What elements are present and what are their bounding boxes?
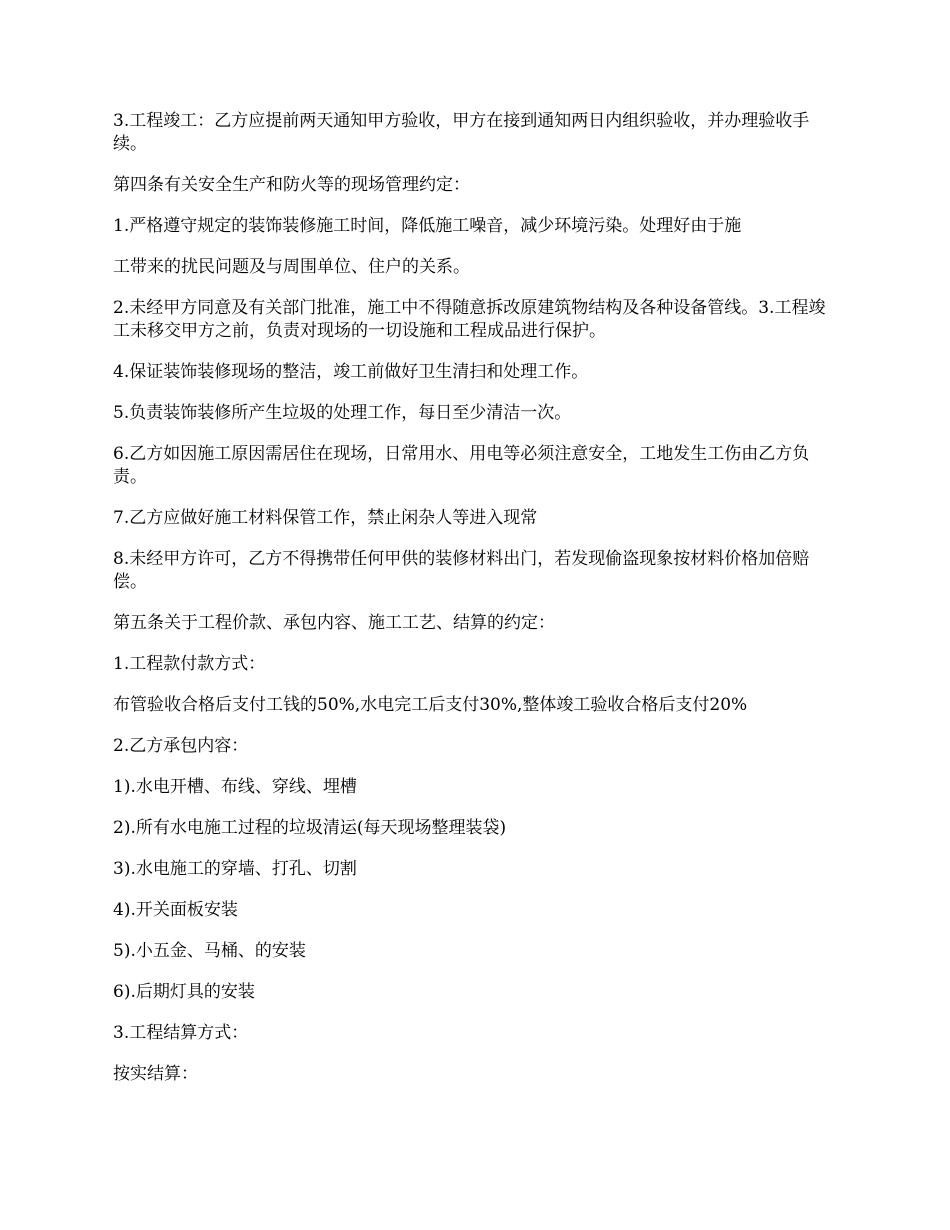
scope-item-4: 4).开关面板安装 <box>113 900 238 920</box>
scope-item-6: 6).后期灯具的安装 <box>113 982 255 1002</box>
paragraph-neighbor-relations: 工带来的扰民问题及与周围单位、住户的关系。 <box>113 257 470 277</box>
settlement-method-heading: 3.工程结算方式： <box>113 1023 249 1043</box>
article-4-heading: 第四条有关安全生产和防火等的现场管理约定： <box>113 175 470 195</box>
paragraph-onsite-safety: 6.乙方如因施工原因需居住在现场，日常用水、用电等必须注意安全，工地发生工伤由乙方负责。 <box>113 444 810 487</box>
contract-scope-heading: 2.乙方承包内容： <box>113 736 249 756</box>
payment-schedule: 布管验收合格后支付工钱的50%,水电完工后支付30%,整体竣工验收合格后支付20% <box>113 695 748 715</box>
scope-item-3: 3).水电施工的穿墙、打孔、切割 <box>113 859 357 879</box>
document-page <box>113 110 838 1086</box>
paragraph-material-storage: 7.乙方应做好施工材料保管工作，禁止闲杂人等进入现常 <box>113 508 538 528</box>
article-5-heading: 第五条关于工程价款、承包内容、施工工艺、结算的约定： <box>113 613 555 633</box>
scope-item-1: 1).水电开槽、布线、穿线、埋槽 <box>113 777 357 797</box>
paragraph-completion: 3.工程竣工：乙方应提前两天通知甲方验收，甲方在接到通知两日内组织验收，并办理验收手续。 <box>113 111 810 154</box>
settlement-method-value: 按实结算： <box>113 1064 198 1084</box>
paragraph-waste-handling: 5.负责装饰装修所产生垃圾的处理工作，每日至少清洁一次。 <box>113 403 572 423</box>
paragraph-no-alteration: 2.未经甲方同意及有关部门批准，施工中不得随意拆改原建筑物结构及各种设备管线。3.工程竣工未移交甲方之前，负责对现场的一切设施和工程成品进行保护。 <box>113 298 826 341</box>
payment-method-heading: 1.工程款付款方式： <box>113 654 266 674</box>
paragraph-site-cleanliness: 4.保证装饰装修现场的整洁，竣工前做好卫生清扫和处理工作。 <box>113 362 589 382</box>
paragraph-construction-time: 1.严格遵守规定的装饰装修施工时间，降低施工噪音，减少环境污染。处理好由于施 <box>113 216 742 236</box>
scope-item-5: 5).小五金、马桶、的安装 <box>113 941 306 961</box>
scope-item-2: 2).所有水电施工过程的垃圾清运(每天现场整理装袋) <box>113 818 507 838</box>
paragraph-material-theft: 8.未经甲方许可，乙方不得携带任何甲供的装修材料出门，若发现偷盗现象按材料价格加倍赔偿。 <box>113 549 810 592</box>
